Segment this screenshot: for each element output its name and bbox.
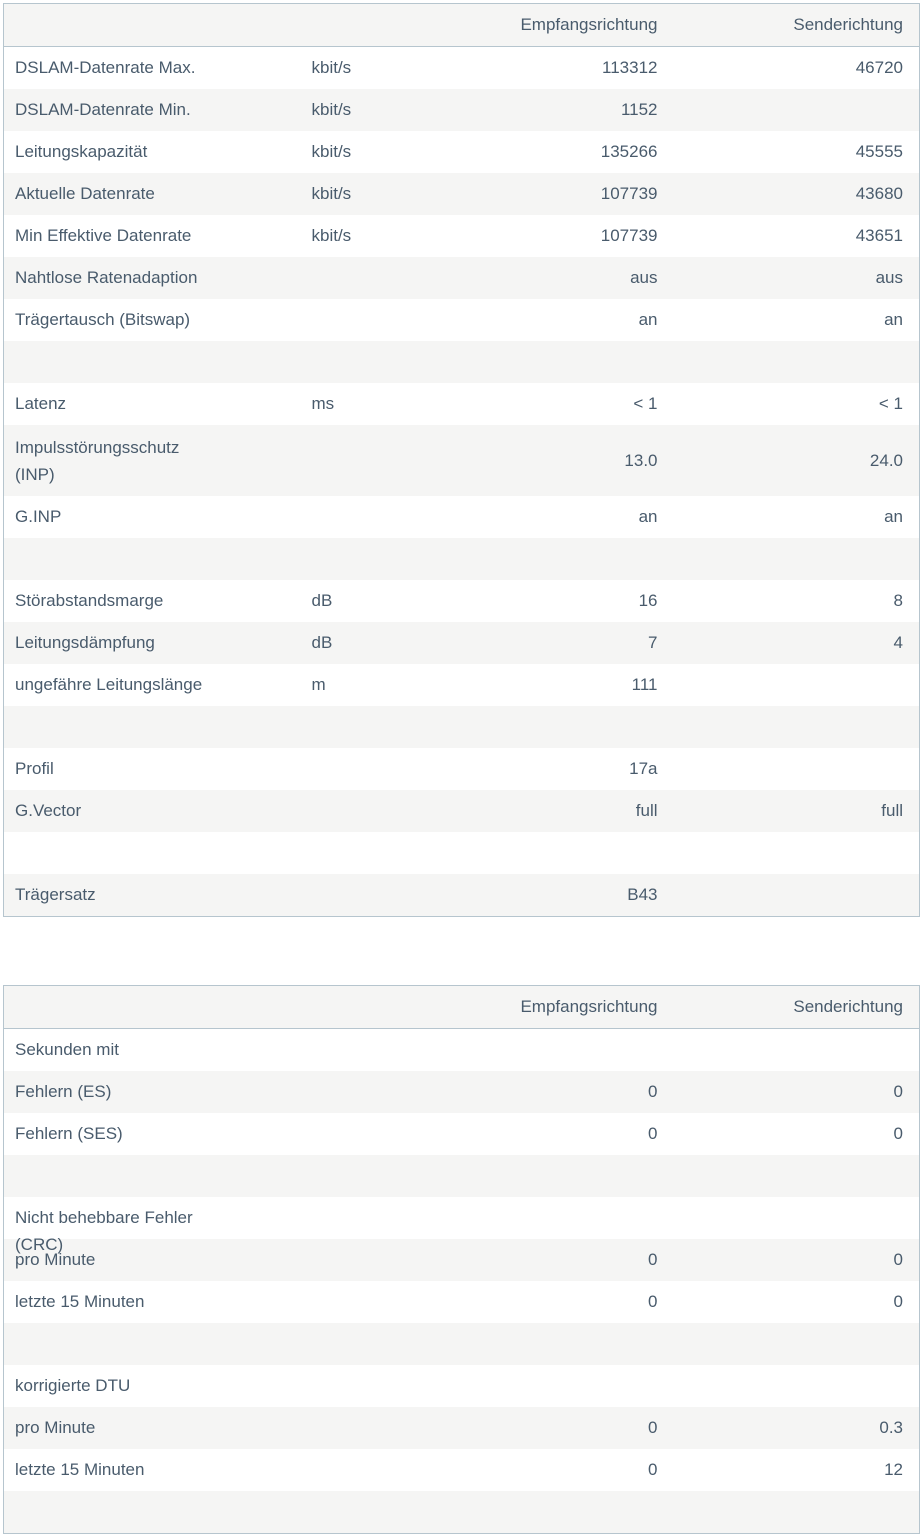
table-row <box>4 215 920 257</box>
connection-table-header-row <box>4 4 920 47</box>
row-unit <box>300 1197 442 1239</box>
row-label: Impulsstörungsschutz (INP) <box>15 437 180 484</box>
row-value-empfangsrichtung: 0 <box>648 1460 658 1479</box>
row-label <box>4 1491 300 1534</box>
spacer-row <box>4 1323 920 1365</box>
row-label: pro Minute <box>15 1250 96 1269</box>
table-row <box>4 131 920 173</box>
row-unit <box>300 706 442 748</box>
row-label <box>4 1155 300 1197</box>
row-label <box>4 341 300 383</box>
row-value-empfangsrichtung: aus <box>630 268 658 287</box>
spacer-row <box>4 706 920 748</box>
table-row <box>4 383 920 425</box>
row-unit <box>300 790 442 832</box>
row-label: Fehlern (ES) <box>15 1082 112 1101</box>
row-unit <box>300 1449 442 1491</box>
header-label-spacer <box>4 4 300 47</box>
row-label: Nicht behebbare Fehler (CRC) <box>15 1208 193 1254</box>
row-value-senderichtung <box>670 748 920 790</box>
error-table-header-row <box>4 986 920 1029</box>
row-value-senderichtung <box>670 1323 920 1365</box>
row-value-empfangsrichtung <box>442 341 670 383</box>
row-unit <box>300 538 442 580</box>
row-value-senderichtung <box>670 1197 920 1239</box>
row-label: Trägersatz <box>15 885 96 904</box>
row-value-empfangsrichtung: full <box>635 801 658 820</box>
row-label <box>4 706 300 748</box>
dsl-connection-table <box>3 3 920 917</box>
row-unit: kbit/s <box>311 58 352 77</box>
row-value-senderichtung <box>670 89 920 131</box>
row-value-empfangsrichtung: 0 <box>648 1418 658 1437</box>
row-value-senderichtung <box>670 1491 920 1534</box>
row-label: G.INP <box>15 507 62 526</box>
row-label: Nahtlose Ratenadaption <box>15 268 198 287</box>
row-unit: dB <box>311 591 333 610</box>
table-row <box>4 425 920 496</box>
table-row <box>4 622 920 664</box>
table-row <box>4 173 920 215</box>
row-unit: kbit/s <box>311 226 352 245</box>
row-label: Profil <box>15 759 54 778</box>
row-value-senderichtung <box>670 341 920 383</box>
row-value-senderichtung: 0 <box>893 1250 903 1269</box>
row-value-empfangsrichtung: < 1 <box>633 394 658 413</box>
row-value-senderichtung <box>670 706 920 748</box>
spacer-row <box>4 1155 920 1197</box>
spacer-row <box>4 832 920 874</box>
header-senderichtung: Senderichtung <box>670 986 920 1029</box>
row-label <box>4 538 300 580</box>
row-label: Fehlern (SES) <box>15 1124 123 1143</box>
row-value-empfangsrichtung: 111 <box>631 675 658 694</box>
row-value-empfangsrichtung: 0 <box>648 1250 658 1269</box>
dsl-error-counters-table <box>3 985 920 1534</box>
row-value-senderichtung: 0.3 <box>879 1418 903 1437</box>
row-unit <box>300 496 442 538</box>
row-value-empfangsrichtung: 13.0 <box>624 450 658 470</box>
row-value-empfangsrichtung: 107739 <box>600 184 658 203</box>
row-label: G.Vector <box>15 801 82 820</box>
table-row <box>4 47 920 90</box>
row-unit: m <box>311 675 326 694</box>
row-value-senderichtung: aus <box>875 268 903 287</box>
row-value-empfangsrichtung <box>442 1029 670 1072</box>
table-row <box>4 1113 920 1155</box>
row-unit <box>300 874 442 917</box>
row-value-senderichtung: 0 <box>893 1124 903 1143</box>
table-row <box>4 1239 920 1281</box>
row-label: Aktuelle Datenrate <box>15 184 155 203</box>
row-unit <box>300 1323 442 1365</box>
row-label: Leitungsdämpfung <box>15 633 155 652</box>
row-unit <box>300 299 442 341</box>
header-unit-spacer <box>300 4 442 47</box>
row-value-empfangsrichtung <box>442 1365 670 1407</box>
table-row <box>4 790 920 832</box>
row-unit <box>300 1071 442 1113</box>
row-value-senderichtung <box>670 1029 920 1072</box>
table-row <box>4 257 920 299</box>
row-label: Trägertausch (Bitswap) <box>15 310 191 329</box>
row-value-empfangsrichtung: 17a <box>629 759 658 778</box>
row-value-empfangsrichtung: 0 <box>648 1082 658 1101</box>
row-label: korrigierte DTU <box>15 1376 131 1395</box>
row-value-empfangsrichtung <box>442 1491 670 1534</box>
header-empfangsrichtung: Empfangsrichtung <box>442 4 670 47</box>
row-value-empfangsrichtung: 135266 <box>600 142 658 161</box>
row-unit <box>300 341 442 383</box>
row-unit <box>300 1407 442 1449</box>
row-label: letzte 15 Minuten <box>15 1292 145 1311</box>
table-row <box>4 1365 920 1407</box>
row-value-senderichtung <box>670 664 920 706</box>
row-value-empfangsrichtung: 16 <box>638 591 658 610</box>
row-label: DSLAM-Datenrate Min. <box>15 100 191 119</box>
row-unit <box>300 1281 442 1323</box>
row-value-senderichtung: 24.0 <box>869 450 903 470</box>
row-value-empfangsrichtung: 0 <box>648 1292 658 1311</box>
row-unit: ms <box>311 394 335 413</box>
row-label <box>4 1323 300 1365</box>
row-value-empfangsrichtung <box>442 1197 670 1239</box>
row-label: letzte 15 Minuten <box>15 1460 145 1479</box>
row-value-empfangsrichtung <box>442 706 670 748</box>
spacer-row <box>4 538 920 580</box>
row-value-empfangsrichtung: B43 <box>627 885 658 904</box>
row-unit: dB <box>311 633 333 652</box>
row-value-senderichtung: 4 <box>893 633 903 652</box>
row-value-empfangsrichtung <box>442 1155 670 1197</box>
row-label: Leitungskapazität <box>15 142 148 161</box>
row-value-empfangsrichtung: an <box>638 310 658 329</box>
row-value-senderichtung: an <box>884 310 903 329</box>
spacer-row <box>4 341 920 383</box>
row-value-senderichtung <box>670 832 920 874</box>
row-unit <box>300 1365 442 1407</box>
row-value-senderichtung <box>670 874 920 917</box>
row-label: Min Effektive Datenrate <box>15 226 192 245</box>
row-label: ungefähre Leitungslänge <box>15 675 203 694</box>
row-value-empfangsrichtung <box>442 538 670 580</box>
row-unit: kbit/s <box>311 184 352 203</box>
row-value-senderichtung: 0 <box>893 1082 903 1101</box>
row-label <box>4 832 300 874</box>
row-label: pro Minute <box>15 1418 96 1437</box>
row-value-senderichtung: 43680 <box>855 184 903 203</box>
row-unit <box>300 425 442 496</box>
row-value-empfangsrichtung: an <box>638 507 658 526</box>
table-row <box>4 664 920 706</box>
header-unit-spacer <box>300 986 442 1029</box>
row-value-senderichtung: 0 <box>893 1292 903 1311</box>
row-label: DSLAM-Datenrate Max. <box>15 58 196 77</box>
table-row <box>4 1281 920 1323</box>
row-unit <box>300 1155 442 1197</box>
row-value-empfangsrichtung: 107739 <box>600 226 658 245</box>
row-value-senderichtung <box>670 538 920 580</box>
row-unit <box>300 1239 442 1281</box>
row-value-senderichtung: 8 <box>893 591 903 610</box>
table-row <box>4 1449 920 1491</box>
row-unit <box>300 748 442 790</box>
row-value-empfangsrichtung: 1152 <box>620 100 658 119</box>
row-label: Latenz <box>15 394 67 413</box>
row-unit <box>300 1029 442 1072</box>
table-row <box>4 89 920 131</box>
row-value-senderichtung: full <box>881 801 903 820</box>
row-unit <box>300 257 442 299</box>
table-row <box>4 496 920 538</box>
row-value-empfangsrichtung <box>442 1323 670 1365</box>
table-row <box>4 580 920 622</box>
table-row <box>4 874 920 917</box>
row-unit: kbit/s <box>311 142 352 161</box>
row-unit <box>300 832 442 874</box>
table-row <box>4 1197 920 1239</box>
row-label: Störabstandsmarge <box>15 591 164 610</box>
header-senderichtung: Senderichtung <box>670 4 920 47</box>
row-value-senderichtung: < 1 <box>878 394 903 413</box>
row-value-senderichtung: an <box>884 507 903 526</box>
row-value-empfangsrichtung: 7 <box>648 633 658 652</box>
row-value-senderichtung: 43651 <box>855 226 903 245</box>
spacer-row <box>4 1491 920 1534</box>
row-unit <box>300 1113 442 1155</box>
row-unit <box>300 1491 442 1534</box>
row-value-senderichtung: 45555 <box>855 142 903 161</box>
table-row <box>4 299 920 341</box>
table-row <box>4 748 920 790</box>
table-row <box>4 1407 920 1449</box>
row-value-senderichtung <box>670 1365 920 1407</box>
row-unit: kbit/s <box>311 100 352 119</box>
row-value-senderichtung: 46720 <box>855 58 903 77</box>
row-value-senderichtung <box>670 1155 920 1197</box>
header-empfangsrichtung: Empfangsrichtung <box>442 986 670 1029</box>
table-row <box>4 1071 920 1113</box>
table-row <box>4 1029 920 1072</box>
row-value-empfangsrichtung: 0 <box>648 1124 658 1143</box>
header-label-spacer <box>4 986 300 1029</box>
row-label: Sekunden mit <box>15 1040 119 1059</box>
row-value-empfangsrichtung: 113312 <box>602 58 658 77</box>
row-value-empfangsrichtung <box>442 832 670 874</box>
row-value-senderichtung: 12 <box>884 1460 903 1479</box>
